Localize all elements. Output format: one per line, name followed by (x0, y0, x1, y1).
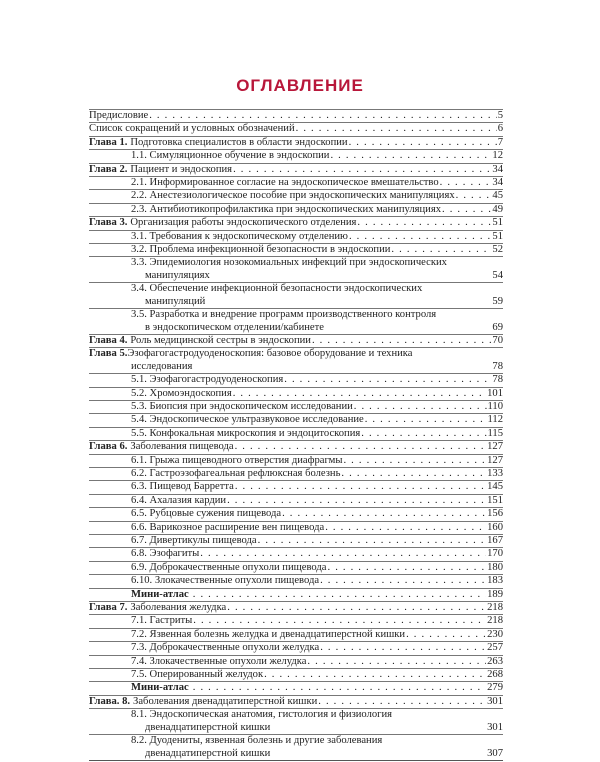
page-number: 183 (487, 575, 503, 587)
leader-dots (325, 522, 486, 534)
toc-entry-text: 6.5. Рубцовые сужения пищевода (131, 508, 282, 520)
toc-entry[interactable] (89, 189, 503, 202)
toc-entry[interactable] (89, 480, 503, 493)
toc-entry[interactable] (89, 282, 503, 308)
chapter-number: Глава. 8. (89, 695, 131, 707)
toc-entry-text: Подготовка специалистов в области эндоскопии (130, 136, 348, 148)
toc-entry-label (89, 123, 295, 135)
toc-entry-text: 6.10. Злокачественные опухоли пищевода (131, 575, 320, 587)
page-number: 6 (497, 123, 503, 135)
toc-entry-label (89, 602, 226, 614)
chapter-number: Глава 3. (89, 217, 128, 229)
toc-entry-text: 3.3. Эпидемиология нозокомиальных инфекций при эндоскопических (131, 257, 447, 269)
toc-entry-text: Предисловие (89, 110, 149, 121)
leader-dots (282, 508, 486, 520)
toc-entry-label (131, 257, 447, 268)
leader-dots (235, 441, 487, 453)
page-number: 101 (487, 387, 503, 399)
toc-entry-label (131, 495, 226, 507)
toc-entry[interactable] (89, 601, 503, 614)
page-title: ОГЛАВЛЕНИЕ (236, 76, 364, 95)
toc-entry-label (89, 164, 232, 176)
chapter-number: Мини-атлас (131, 682, 189, 694)
toc-entry-text: 8.1. Эндоскопическая анатомия, гистология и физиология (131, 709, 393, 721)
toc-entry-continuation: двенадцатиперстной кишки (145, 721, 271, 733)
toc-entry[interactable] (89, 681, 503, 694)
toc-entry-text: 2.2. Анестезиологическое пособие при эндоскопических манипуляциях (131, 190, 455, 202)
toc-entry-text: 6.6. Варикозное расширение вен пищевода (131, 521, 325, 533)
toc-entry[interactable] (89, 454, 503, 467)
toc-entry-label (131, 522, 324, 534)
toc-entry-text: 8.2. Дуодениты, язвенная болезнь и другие заболевания (131, 735, 383, 747)
toc-entry[interactable] (89, 216, 503, 229)
page-number: 110 (487, 400, 503, 412)
toc-entry-text: 5.5. Конфокальная микроскопия и эндоцитоскопия (131, 427, 361, 439)
toc-entry[interactable] (89, 534, 503, 547)
toc-entry[interactable] (89, 373, 503, 386)
toc-entry[interactable] (89, 588, 503, 601)
toc-entry[interactable] (89, 708, 503, 734)
toc-entry[interactable] (89, 334, 503, 347)
toc-entry-text: 5.3. Биопсия при эндоскопическом исследовании (131, 400, 353, 412)
toc-entry[interactable] (89, 494, 503, 507)
toc-entry-label (131, 629, 405, 641)
toc-entry-label (131, 735, 382, 746)
leader-dots (456, 190, 492, 202)
leader-dots (357, 217, 491, 229)
toc-entry-label (131, 575, 319, 587)
page-number: 151 (487, 494, 503, 506)
toc-entry-label (89, 441, 234, 453)
toc-entry-label (131, 562, 327, 574)
toc-entry[interactable] (89, 347, 503, 373)
leader-dots (233, 164, 491, 176)
page-number: 307 (487, 747, 503, 759)
page-number: 78 (492, 360, 503, 372)
toc-entry-text: 7.2. Язвенная болезнь желудка и двенадцатиперстной кишки (131, 628, 406, 640)
leader-dots (264, 669, 486, 681)
chapter-number: Глава 4. (89, 334, 128, 346)
toc-entry-label (131, 283, 422, 294)
page-number: 301 (487, 695, 503, 707)
toc-entry[interactable] (89, 256, 503, 282)
toc-entry-text: 7.3. Доброкачественные опухоли желудка (131, 642, 320, 654)
toc-entry-text: 6.8. Эзофагиты (131, 548, 200, 560)
table-of-contents (89, 109, 503, 762)
toc-entry-text: 6.1. Грыжа пищеводного отверстия диафрагмы (131, 454, 343, 466)
toc-entry-label (131, 669, 263, 681)
leader-dots (406, 629, 486, 641)
page-number: 156 (487, 508, 503, 520)
leader-dots (200, 548, 486, 560)
leader-dots (349, 137, 497, 149)
toc-entry-label (131, 508, 281, 520)
toc-entry[interactable] (89, 614, 503, 627)
leader-dots (312, 335, 491, 347)
page-number: 54 (492, 269, 503, 281)
page-number: 59 (492, 295, 503, 307)
leader-dots (193, 589, 486, 601)
toc-entry-label (131, 642, 319, 654)
page-number: 49 (492, 203, 503, 215)
page-number: 301 (487, 721, 503, 733)
toc-entry-continuation: манипуляций (145, 295, 206, 307)
page-number: 34 (492, 163, 503, 175)
toc-entry-continuation: манипуляциях (145, 269, 210, 281)
toc-entry-label (131, 204, 441, 216)
page-number: 230 (487, 628, 503, 640)
leader-dots (328, 562, 487, 574)
toc-entry-text: 6.9. Доброкачественные опухоли пищевода (131, 561, 327, 573)
toc-entry-text: 1.1. Симуляционное обучение в эндоскопии (131, 150, 330, 162)
toc-entry-label (131, 190, 455, 202)
toc-entry-label (131, 231, 348, 243)
page-number: 127 (487, 441, 503, 453)
leader-dots (361, 428, 486, 440)
toc-entry-label (131, 401, 353, 413)
leader-dots (440, 177, 492, 189)
page-number: 133 (487, 467, 503, 479)
page-number: 69 (492, 321, 503, 333)
page-number: 268 (487, 669, 503, 681)
page-number: 180 (487, 561, 503, 573)
page-number: 160 (487, 521, 503, 533)
toc-entry[interactable] (89, 136, 503, 149)
toc-entry[interactable] (89, 400, 503, 413)
toc-entry[interactable] (89, 641, 503, 654)
page-number: 218 (487, 602, 503, 614)
leader-dots (318, 696, 486, 708)
toc-entry-label (89, 696, 317, 708)
toc-entry-label (131, 414, 364, 426)
leader-dots (354, 401, 487, 413)
toc-entry-label (131, 589, 192, 601)
toc-entry[interactable] (89, 163, 503, 176)
leader-dots (235, 481, 486, 493)
toc-entry[interactable] (89, 440, 503, 453)
toc-entry-text: 6.7. Дивертикулы пищевода (131, 535, 257, 546)
toc-entry-text: 3.5. Разработка и внедрение программ производственного контроля (131, 309, 437, 321)
leader-dots (307, 656, 486, 668)
page-number: 145 (487, 481, 503, 493)
toc-entry-label (131, 615, 192, 627)
toc-entry-text: Заболевания желудка (130, 602, 227, 614)
toc-entry-label (131, 244, 390, 256)
page-number: 263 (487, 655, 503, 667)
toc-entry-text: 6.2. Гастроэзофагеальная рефлюксная болезнь (131, 467, 341, 479)
toc-entry-text: 5.1. Эзофагогастродуоденоскопия (131, 374, 284, 386)
toc-entry-text: 6.3. Пищевод Барретта (131, 481, 234, 493)
page-number: 218 (487, 615, 503, 627)
toc-entry-label (131, 388, 232, 400)
leader-dots (442, 204, 491, 216)
page-number: 167 (487, 535, 503, 546)
toc-entry-label (89, 217, 356, 229)
page-number: 7 (497, 136, 503, 148)
chapter-number: Глава 6. (89, 441, 128, 453)
leader-dots (233, 388, 486, 400)
toc-entry[interactable] (89, 521, 503, 534)
toc-entry-text: 2.1. Информированное согласие на эндоскопическое вмешательство (131, 177, 439, 189)
chapter-number: Глава 5. (89, 348, 128, 360)
page-number: 127 (487, 454, 503, 466)
leader-dots (330, 150, 491, 162)
toc-entry-continuation: исследования (131, 360, 193, 372)
toc-entry-text: 5.2. Хромоэндоскопия (131, 387, 232, 399)
chapter-number: Глава 7. (89, 602, 128, 614)
toc-entry-text: 7.5. Оперированный желудок (131, 669, 264, 681)
toc-entry-text: 3.4. Обеспечение инфекционной безопасности эндоскопических (131, 283, 423, 295)
toc-entry[interactable] (89, 668, 503, 681)
chapter-number: Мини-атлас (131, 588, 189, 600)
toc-entry[interactable] (89, 243, 503, 256)
toc-entry[interactable] (89, 203, 503, 216)
page-number: 189 (487, 588, 503, 600)
page-number: 112 (487, 414, 503, 426)
leader-dots (343, 455, 486, 467)
toc-entry-label (131, 309, 436, 320)
chapter-number: Глава 1. (89, 136, 128, 148)
toc-entry[interactable] (89, 467, 503, 480)
toc-entry[interactable] (89, 695, 503, 708)
toc-entry[interactable] (89, 561, 503, 574)
toc-entry-label (131, 150, 329, 162)
toc-entry[interactable] (89, 176, 503, 189)
toc-entry-text: Заболевания двенадцатиперстной кишки (133, 695, 318, 707)
toc-entry-label (131, 455, 342, 467)
toc-entry-text: 2.3. Антибиотикопрофилактика при эндоскопических манипуляциях (131, 203, 442, 215)
toc-entry-label (131, 428, 360, 440)
page-number: 34 (492, 177, 503, 189)
toc-entry-text: Пациент и эндоскопия (130, 163, 233, 175)
toc-entry-label (131, 709, 392, 720)
leader-dots (227, 602, 486, 614)
leader-dots (320, 575, 486, 587)
toc-entry[interactable] (89, 547, 503, 560)
toc-entry-label (131, 682, 192, 694)
toc-entry-text: Заболевания пищевода (130, 441, 234, 453)
page-number: 51 (492, 217, 503, 229)
leader-dots (391, 244, 491, 256)
page-number: 279 (487, 682, 503, 694)
page-number: 45 (492, 190, 503, 202)
toc-entry[interactable] (89, 413, 503, 426)
page-number: 257 (487, 642, 503, 654)
page-number: 12 (492, 150, 503, 162)
leader-dots (320, 642, 486, 654)
toc-entry-label (89, 335, 311, 347)
chapter-number: Глава 2. (89, 163, 128, 175)
toc-entry-text: 5.4. Эндоскопическое ультразвуковое исследование (131, 414, 364, 426)
toc-entry[interactable] (89, 387, 503, 400)
toc-entry-continuation: в эндоскопическом отделении/кабинете (145, 321, 324, 333)
toc-entry[interactable] (89, 655, 503, 668)
toc-entry[interactable] (89, 109, 503, 122)
toc-entry[interactable] (89, 308, 503, 334)
toc-entry-label (89, 348, 412, 359)
toc-entry-text: Список сокращений и условных обозначений (89, 123, 295, 135)
toc-entry[interactable] (89, 734, 503, 760)
toc-entry-text: 7.1. Гастриты (131, 615, 193, 627)
page-number: 51 (492, 230, 503, 242)
toc-entry-label (131, 481, 234, 493)
page-number: 70 (492, 334, 503, 346)
leader-dots (193, 682, 486, 694)
toc-entry[interactable] (89, 574, 503, 587)
page-number: 115 (487, 427, 503, 439)
leader-dots (284, 374, 491, 386)
toc-entry[interactable] (89, 149, 503, 162)
toc-entry[interactable] (89, 507, 503, 520)
leader-dots (365, 414, 487, 426)
page-number: 5 (497, 110, 503, 121)
toc-entry-text: Организация работы эндоскопического отделения (130, 217, 357, 229)
toc-entry-label (131, 374, 283, 386)
toc-entry-label (131, 535, 257, 547)
toc-entry-label (131, 468, 340, 480)
toc-entry[interactable] (89, 230, 503, 243)
leader-dots (296, 123, 497, 135)
page-number: 52 (492, 244, 503, 256)
toc-entry-text: 6.4. Ахалазия кардии (131, 494, 227, 506)
toc-entry-continuation: двенадцатиперстной кишки (145, 747, 271, 759)
leader-dots (341, 468, 486, 480)
toc-entry[interactable] (89, 122, 503, 135)
leader-dots (193, 615, 486, 627)
toc-entry-text: 7.4. Злокачественные опухоли желудка (131, 655, 307, 667)
toc-entry-label (89, 137, 348, 149)
leader-dots (149, 110, 496, 122)
toc-entry-text: 3.1. Требования к эндоскопическому отделению (131, 230, 348, 242)
leader-dots (258, 535, 486, 547)
toc-entry-text: Роль медицинской сестры в эндоскопии (130, 334, 311, 346)
toc-entry[interactable] (89, 628, 503, 641)
page-number: 170 (487, 548, 503, 560)
toc-entry-label (131, 548, 199, 560)
toc-entry-text: 3.2. Проблема инфекционной безопасности в эндоскопии (131, 244, 391, 256)
leader-dots (227, 495, 486, 507)
page-number: 78 (492, 374, 503, 386)
toc-entry-label (89, 110, 148, 122)
toc-entry-label (131, 177, 439, 189)
leader-dots (349, 231, 491, 243)
toc-entry-label (131, 656, 306, 668)
toc-entry-text: Эзофагогастродуоденоскопия: базовое оборудование и техника (127, 348, 413, 360)
toc-entry[interactable] (89, 427, 503, 440)
